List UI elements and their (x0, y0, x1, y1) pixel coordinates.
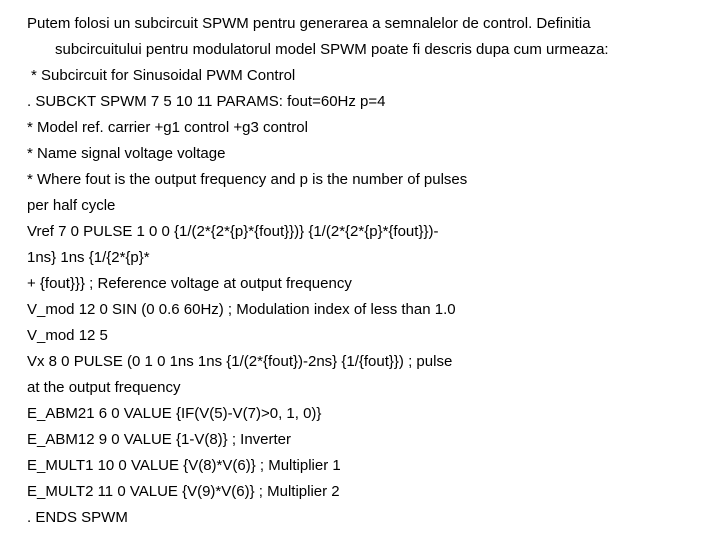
code-line-3: * Model ref. carrier +g1 control +g3 control (27, 119, 308, 136)
intro-line-1: Putem folosi un subcircuit SPWM pentru generarea a semnalelor de control. Definitia (27, 15, 591, 32)
code-line-16: E_MULT1 10 0 VALUE {V(8)*V(6)} ; Multiplier 1 (27, 457, 341, 474)
code-line-6: per half cycle (27, 197, 116, 214)
code-line-7: Vref 7 0 PULSE 1 0 0 {1/(2*{2*{p}*{fout}})} {1/(2*{2*{p}*{fout}})- (27, 223, 439, 240)
code-line-12: Vx 8 0 PULSE (0 1 0 1ns 1ns {1/(2*{fout})-2ns} {1/{fout}}) ; pulse (27, 353, 453, 370)
code-line-1: * Subcircuit for Sinusoidal PWM Control (31, 67, 296, 84)
code-line-11: V_mod 12 5 (27, 327, 108, 344)
code-line-2: . SUBCKT SPWM 7 5 10 11 PARAMS: fout=60Hz p=4 (27, 93, 386, 110)
code-line-17: E_MULT2 11 0 VALUE {V(9)*V(6)} ; Multiplier 2 (27, 483, 340, 500)
code-line-15: E_ABM12 9 0 VALUE {1-V(8)} ; Inverter (27, 431, 292, 448)
code-line-18: . ENDS SPWM (27, 509, 128, 526)
code-line-5: * Where fout is the output frequency and p is the number of pulses (27, 171, 468, 188)
code-line-14: E_ABM21 6 0 VALUE {IF(V(5)-V(7)>0, 1, 0)} (27, 405, 322, 422)
intro-line-2: subcircuitului pentru modulatorul model SPWM poate fi descris dupa cum urmeaza: (55, 41, 609, 58)
code-line-8: 1ns} 1ns {1/{2*{p}* (27, 249, 150, 266)
code-line-10: V_mod 12 0 SIN (0 0.6 60Hz) ; Modulation index of less than 1.0 (27, 301, 456, 318)
code-line-9: + {fout}}} ; Reference voltage at output frequency (27, 275, 352, 292)
code-line-13: at the output frequency (27, 379, 181, 396)
code-line-4: * Name signal voltage voltage (27, 145, 226, 162)
